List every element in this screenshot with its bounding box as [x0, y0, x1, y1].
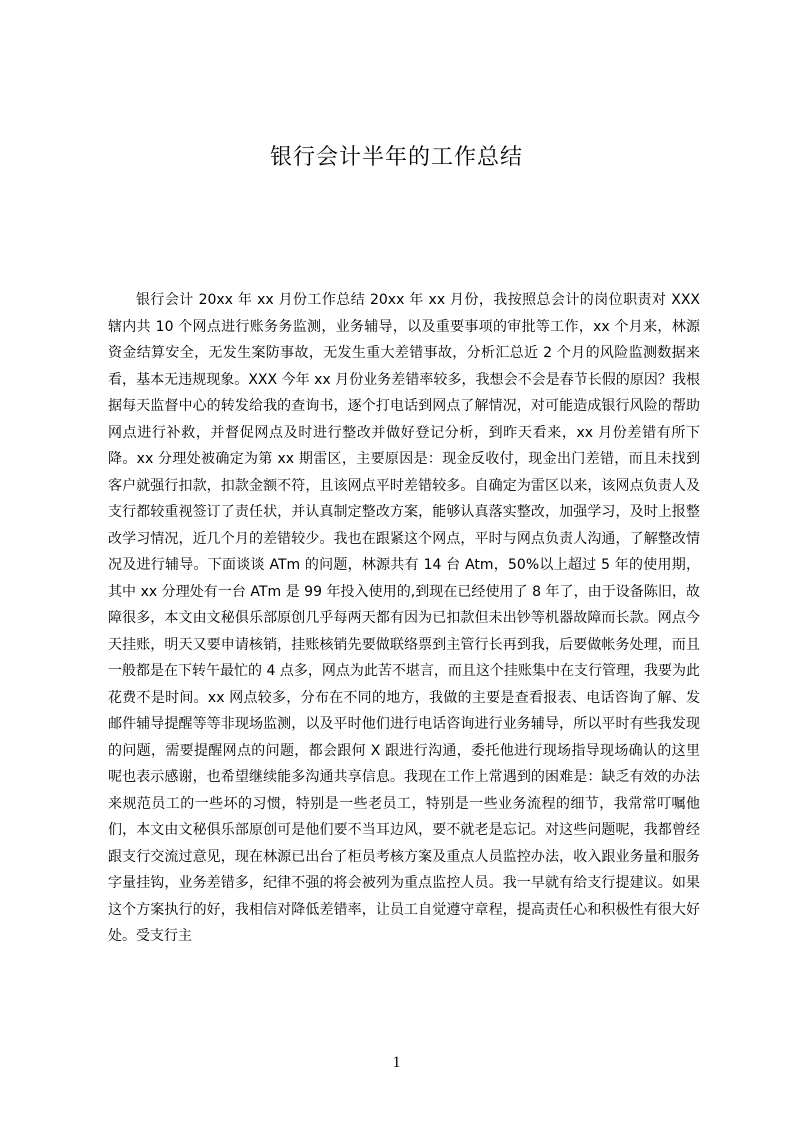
document-body-paragraph: 银行会计 20xx 年 xx 月份工作总结 20xx 年 xx 月份，我按照总会计的岗位职责对 XXX 辖内共 10 个网点进行账务务监测，业务辅导，以及重要事项的审批等工作，xx 个月来，林源资金结算安全，无发生案防事故，无发生重大差错事故，分析汇总近 2 个月的风险监测数据来看，基本无违规现象。XXX 今年 xx 月份业务差错率较多，我想会不会是春节长假的原因？我根据每天监督中心的转发给我的查询书，逐个打电话到网点了解情况，对可能造成银行风险的帮助网点进行补救，并督促网点及时进行整改并做好登记分析，到昨天看来，xx 月份差错有所下降。xx 分理处被确定为第 xx 期雷区，主要原因是：现金反收付，现金出门差错，而且未找到客户就强行扣款，扣款金额不符，且该网点平时差错较多。自确定为雷区以来，该网点负责人及支行都较重视签订了责任状，并认真制定整改方案，能够认真落实整改，加强学习，及时上报整改学习情况，近几个月的差错较少。我也在跟紧这个网点，平时与网点负责人沟通，了解整改情况及进行辅导。下面谈谈 ATm 的问题，林源共有 14 台 Atm，50%以上超过 5 年的使用期，其中 xx 分理处有一台 ATm 是 99 年投入使用的,到现在已经使用了 8 年了，由于设备陈旧，故障很多，本文由文秘俱乐部原创几乎每两天都有因为已扣款但未出钞等机器故障而长款。网点今天挂账，明天又要申请核销，挂账核销先要做联络票到主管行长再到我，后要做帐务处理，而且一般都是在下转午最忙的 4 点多，网点为此苦不堪言，而且这个挂账集中在支行管理，我要为此花费不是时间。xx 网点较多，分布在不同的地方，我做的主要是查看报表、电话咨询了解、发邮件辅导提醒等等非现场监测，以及平时他们进行电话咨询进行业务辅导，所以平时有些我发现的问题，需要提醒网点的问题，都会跟何 X 跟进行沟通，委托他进行现场指导现场确认的这里呢也表示感谢，也希望继续能多沟通共享信息。我现在工作上常遇到的困难是：缺乏有效的办法来规范员工的一些坏的习惯，特别是一些老员工，特别是一些业务流程的细节，我常常叮嘱他们，本文由文秘俱乐部原创可是他们要不当耳边风，要不就老是忘记。对这些问题呢，我都曾经跟支行交流过意见，现在林源已出台了柜员考核方案及重点人员监控办法，收入跟业务量和服务字量挂钩，业务差错多，纪律不强的将会被列为重点监控人员。我一早就有给支行提建议。如果这个方案执行的好，我相信对降低差错率，让员工自觉遵守章程，提高责任心和积极性有很大好处。受支行主: [108, 292, 700, 944]
document-title: 银行会计半年的工作总结: [269, 145, 523, 170]
page-number: 1: [392, 1054, 401, 1071]
